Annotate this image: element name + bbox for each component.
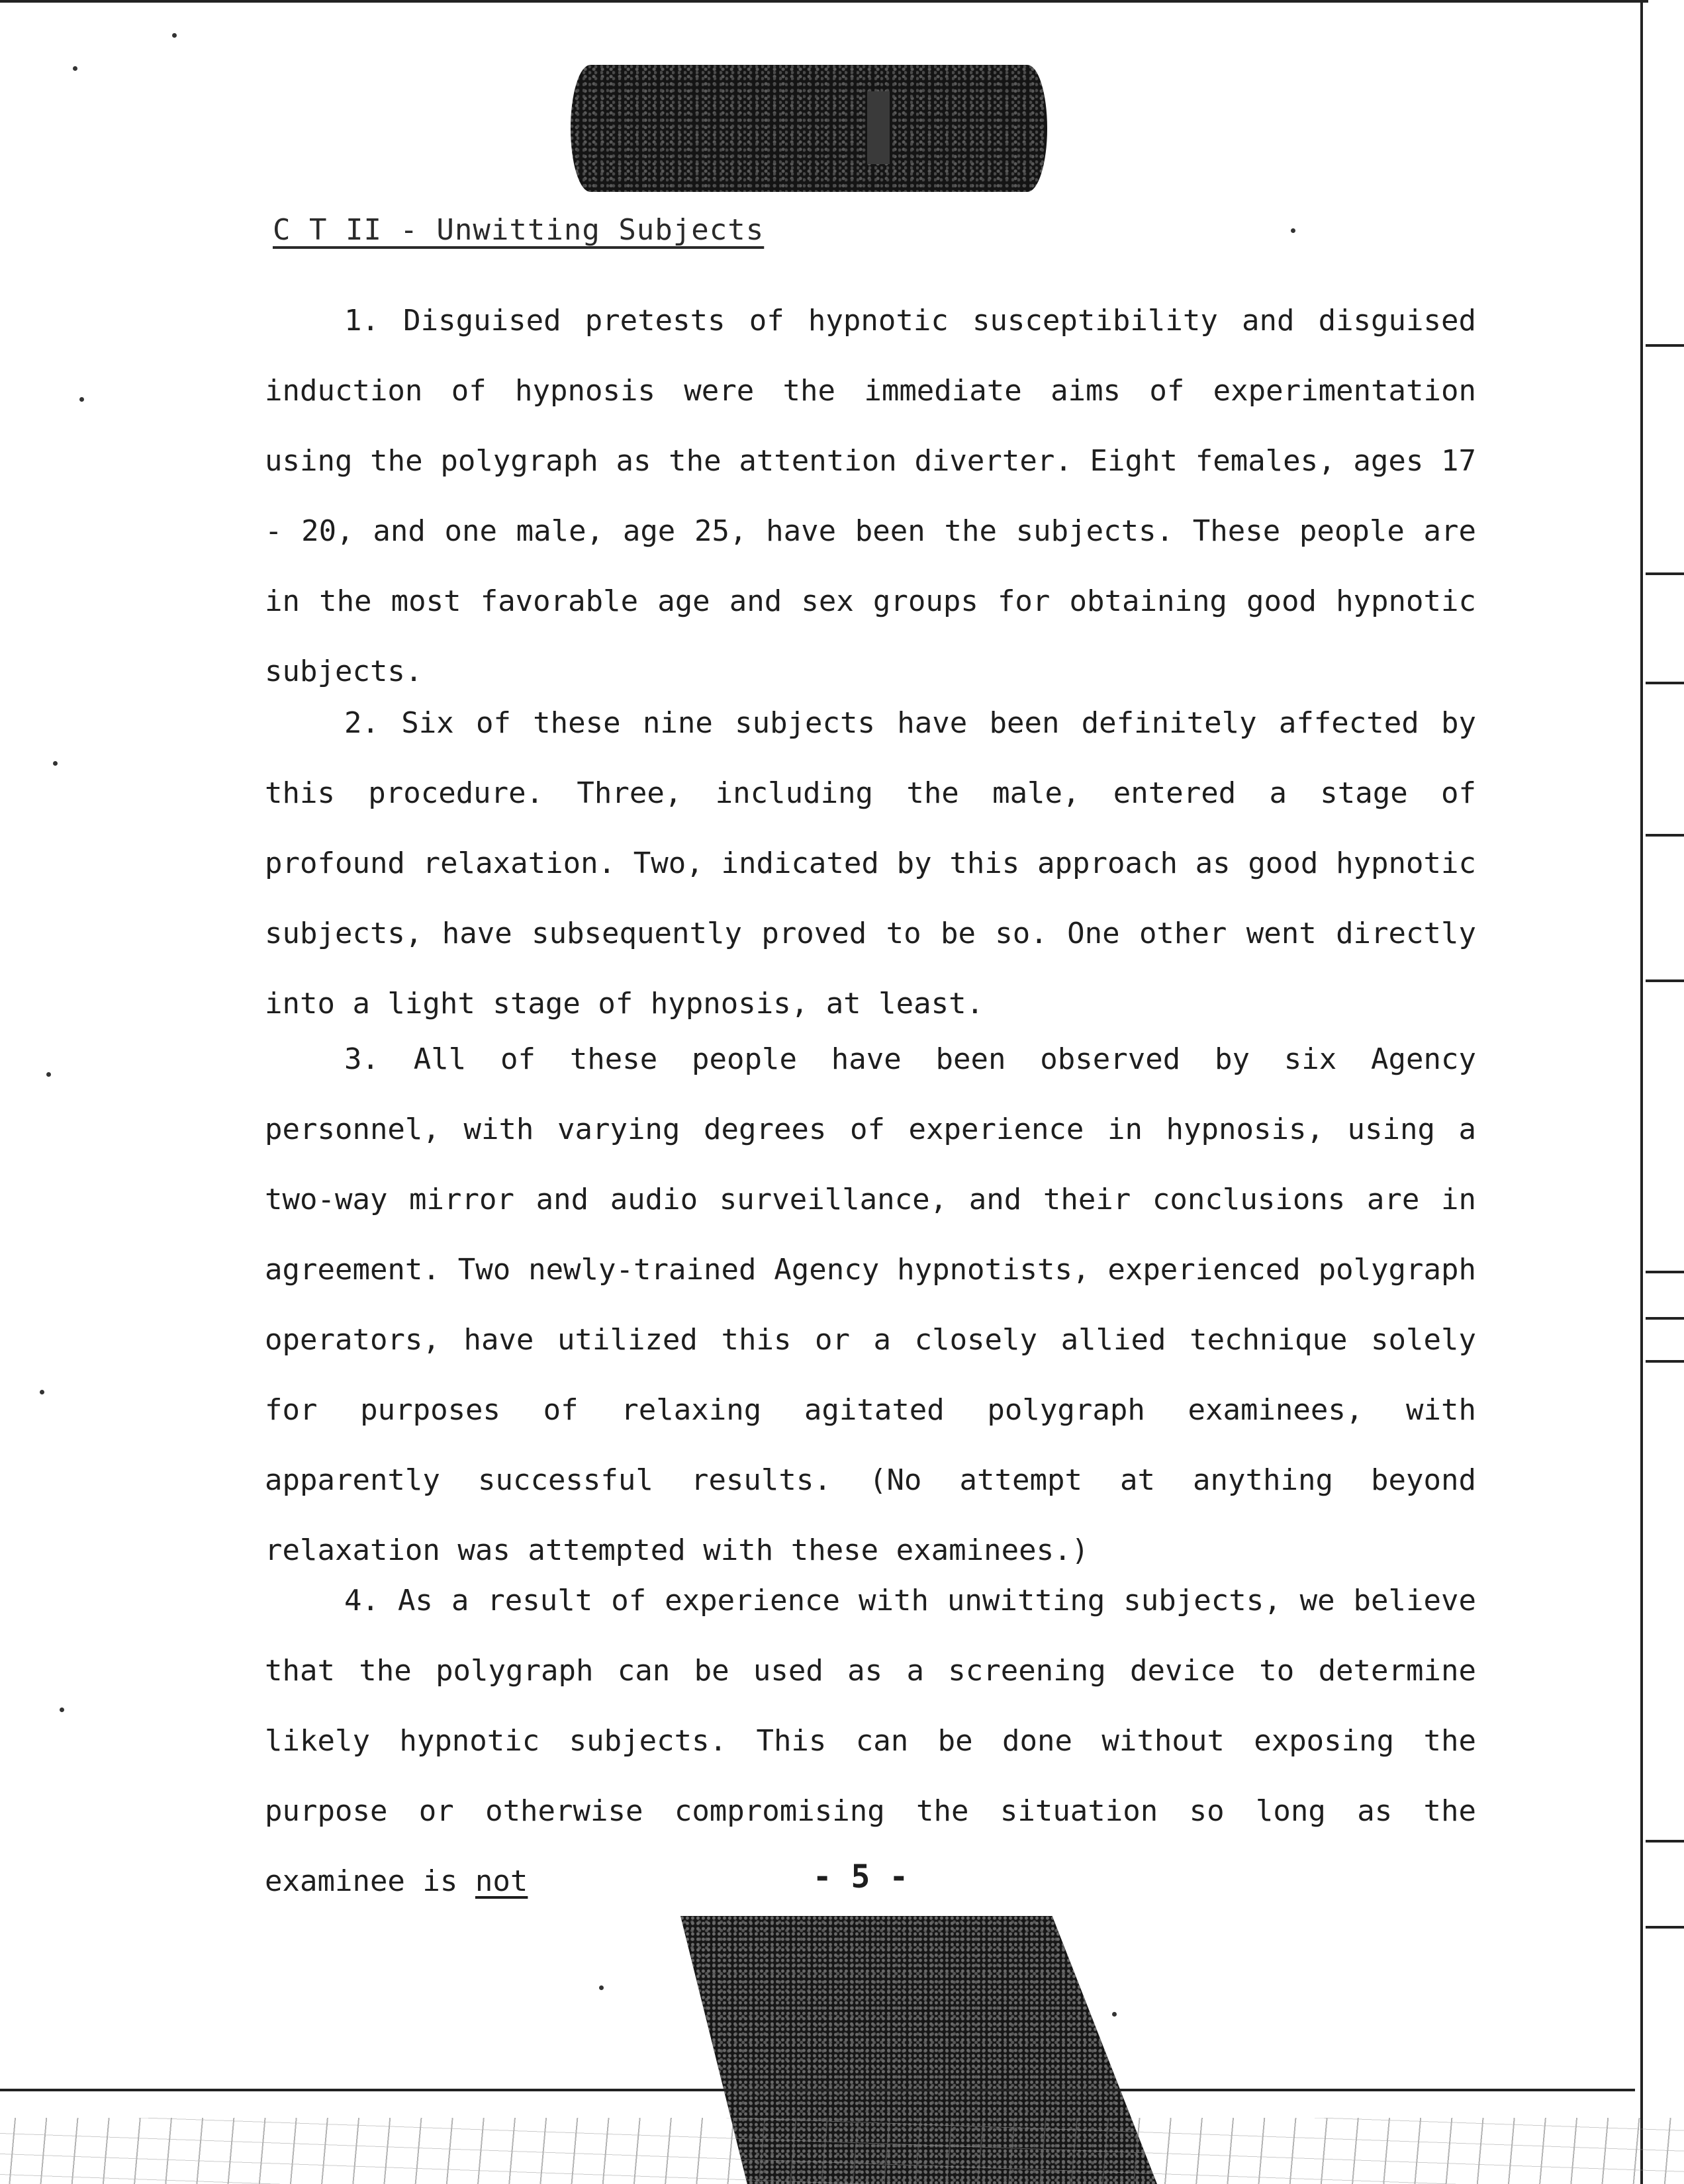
margin-tick (1646, 682, 1684, 684)
paragraph-number: 1. (344, 304, 379, 338)
scan-speck (599, 1985, 604, 1990)
scan-speck (73, 66, 77, 71)
scan-speck (1112, 2012, 1117, 2017)
paragraph-2 (265, 688, 1476, 1039)
page-number: - 5 - (812, 1858, 909, 1895)
paragraph-text: As a result of experience with unwitting subjects, we believe that the polygraph can be used as a screening device to determine likely hypnotic subjects. This can be done without exposing the purpose or otherwise compromising the situation so long as the examinee is (265, 1584, 1476, 1898)
margin-tick (1646, 1271, 1684, 1273)
paragraph-3 (265, 1024, 1476, 1586)
paragraph-1 (265, 286, 1476, 707)
margin-strip (1646, 99, 1684, 1972)
paragraph-text: Six of these nine subjects have been definitely affected by this procedure. Three, including the male, entered a stage of profound relaxation. Two, indicated by this approach as good hypnotic subjects, have subsequently proved to be so. One other went directly into a light stage of hypnosis, at least. (265, 706, 1476, 1021)
right-border-line (1640, 0, 1643, 2184)
section-heading: C T II - Unwitting Subjects (273, 213, 765, 247)
scan-speck (60, 1707, 64, 1712)
scan-speck (46, 1072, 51, 1077)
scan-speck (1291, 228, 1295, 233)
redaction-block-top (571, 65, 1047, 192)
margin-tick (1646, 1360, 1684, 1363)
paragraph-number: 4. (344, 1584, 379, 1617)
scan-speck (79, 397, 84, 402)
scan-speck (40, 1390, 44, 1394)
underlined-word: not (475, 1864, 528, 1898)
scan-speck (53, 761, 58, 766)
paragraph-text: All of these people have been observed by six Agency personnel, with varying degrees of experience in hypnosis, using a two-way mirror and audio surveillance, and their conclusions are in agreement. Two newly-trained Agency hypnotists, experienced polygraph operators, have utilized this or a closely allied technique solely for purposes of relaxing agitated polygraph examinees, with apparently successful results. (No attempt at anything beyond relaxation was attempted with these examinees.) (265, 1042, 1476, 1567)
margin-tick (1646, 1317, 1684, 1320)
paragraph-number: 2. (344, 706, 379, 740)
margin-tick (1646, 344, 1684, 347)
paragraph-text: Disguised pretests of hypnotic susceptibility and disguised induction of hypnosis were the immediate aims of experimentation using the polygraph as the attention diverter. Eight females, ages 17 - 20, and one male, age 25, have been the subjects. These people are in the most favorable age and sex groups for obtaining good hypnotic subjects. (265, 304, 1476, 688)
redaction-stamp-mark (867, 91, 890, 164)
bottom-border-line (0, 2089, 1635, 2091)
margin-tick (1646, 572, 1684, 575)
margin-tick (1646, 1926, 1684, 1929)
top-border-line (0, 0, 1648, 3)
margin-tick (1646, 834, 1684, 837)
margin-tick (1646, 979, 1684, 982)
scan-noise-footer (0, 2118, 1684, 2184)
scan-speck (172, 33, 177, 38)
margin-tick (1646, 1840, 1684, 1843)
paragraph-number: 3. (344, 1042, 379, 1076)
